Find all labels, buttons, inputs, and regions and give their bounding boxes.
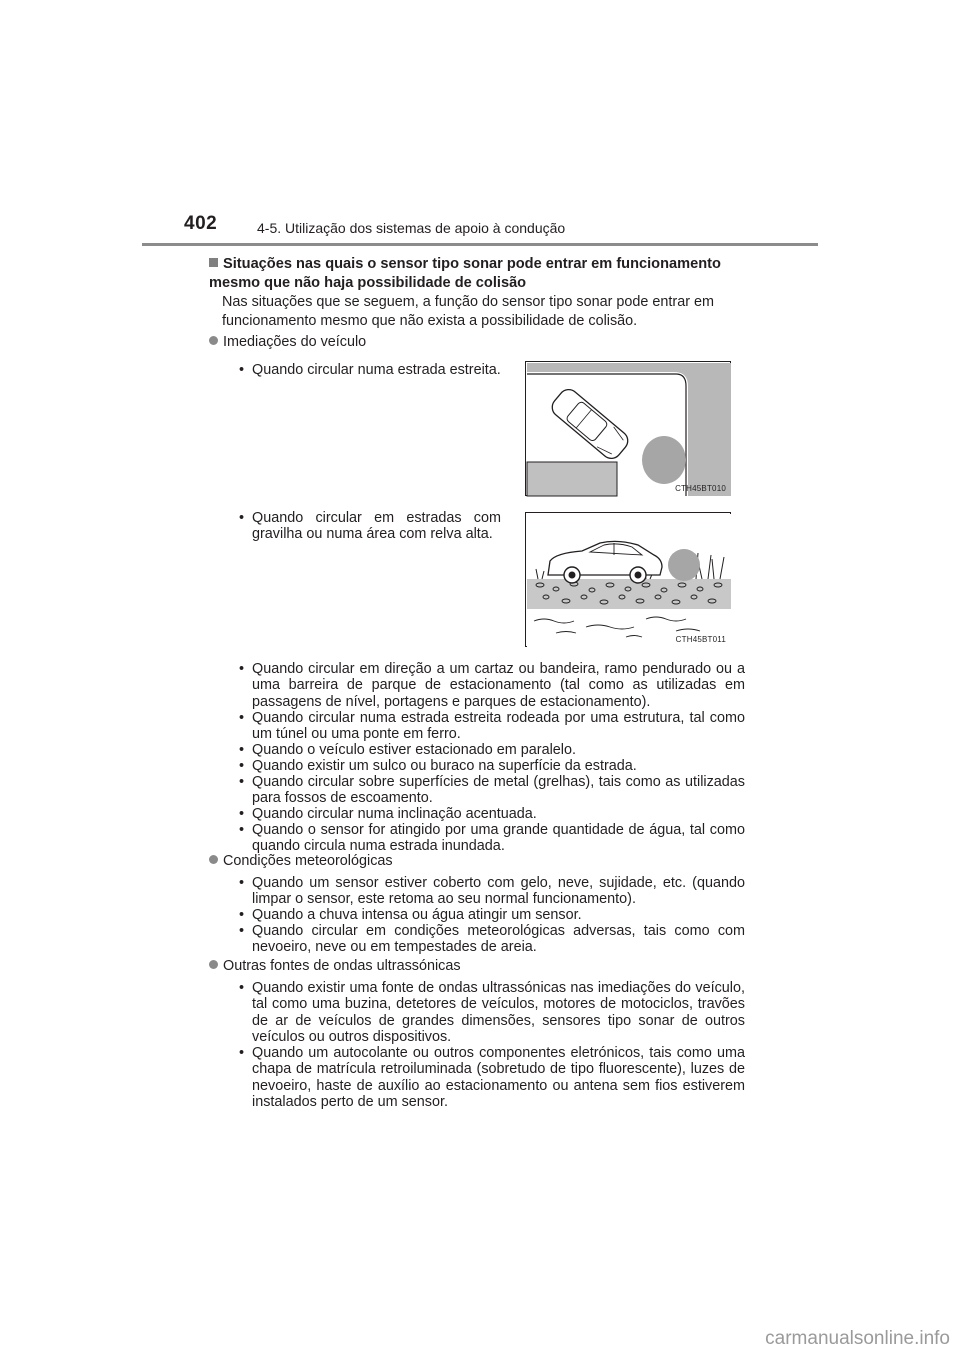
section-heading bbox=[209, 255, 749, 293]
list-item: • Quando existir uma fonte de ondas ultrassónicas nas imediações do veículo, tal como uma buzina, detetores de veículos, motores de motociclos, travões de ar de veículos de grandes dimensões, sensores tipo sonar de outros veículos ou outros dispositivos. bbox=[236, 980, 745, 1045]
category-heading bbox=[209, 852, 393, 871]
header-rule bbox=[142, 243, 818, 246]
round-bullet-icon bbox=[209, 855, 218, 864]
list-item: • Quando existir um sulco ou buraco na superfície da estrada. bbox=[236, 758, 745, 774]
category-title: Condições meteorológicas bbox=[223, 853, 393, 869]
list-item: • Quando a chuva intensa ou água atingir um sensor. bbox=[236, 907, 745, 923]
list-item: • Quando circular numa inclinação acentuada. bbox=[236, 806, 745, 822]
narrow-road-illustration bbox=[526, 362, 732, 497]
category-heading bbox=[209, 333, 366, 352]
list-item: • Quando um autocolante ou outros componentes eletrónicos, tais como uma chapa de matrícula retroiluminada (sobretudo de tipo fluorescente), luzes de nevoeiro, haste de auxílio ao estacionamento ou antena sem fios estiverem instalados perto de um sensor. bbox=[236, 1045, 745, 1110]
square-bullet-icon bbox=[209, 258, 218, 267]
category-heading bbox=[209, 957, 461, 976]
section-heading-text: Situações nas quais o sensor tipo sonar pode entrar em funcionamento mesmo que não haja possibilidade de colisão bbox=[209, 256, 721, 291]
figure-narrow-road bbox=[525, 361, 731, 496]
category-title: Outras fontes de ondas ultrassónicas bbox=[223, 958, 461, 974]
list-item: • Quando circular em estradas com gravilha ou numa área com relva alta. bbox=[236, 510, 501, 543]
figure-gravel-road bbox=[525, 512, 731, 647]
list-item: • Quando o veículo estiver estacionado em paralelo. bbox=[236, 742, 745, 758]
list-item: • Quando circular numa estrada estreita rodeada por uma estrutura, tal como um túnel ou uma ponte em ferro. bbox=[236, 710, 745, 743]
list-item: • Quando circular em condições meteorológicas adversas, tais como com nevoeiro, neve ou em tempestades de areia. bbox=[236, 923, 745, 956]
category-title: Imediações do veículo bbox=[223, 334, 367, 350]
watermark: carmanualsonline.info bbox=[765, 1328, 950, 1349]
list-item: • Quando um sensor estiver coberto com gelo, neve, sujidade, etc. (quando limpar o sensor, este retoma ao seu normal funcionamento). bbox=[236, 875, 745, 908]
list-item: • Quando circular em direção a um cartaz ou bandeira, ramo pendurado ou a uma barreira de parque de estacionamento (tal como as utilizadas em passagens de nível, portagens e parques de estacionamento). bbox=[236, 661, 745, 710]
list-item: • Quando o sensor for atingido por uma grande quantidade de água, tal como quando circula numa estrada inundada. bbox=[236, 822, 745, 855]
chapter-title: 4-5. Utilização dos sistemas de apoio à condução bbox=[257, 220, 566, 236]
round-bullet-icon bbox=[209, 336, 218, 345]
figure-code: CTH45BT010 bbox=[675, 484, 726, 493]
list-item: • Quando circular sobre superfícies de metal (grelhas), tais como as utilizadas para fossos de escoamento. bbox=[236, 774, 745, 807]
page-number: 402 bbox=[184, 213, 218, 234]
figure-code: CTH45BT011 bbox=[675, 635, 726, 644]
list-item: • Quando circular numa estrada estreita. bbox=[236, 362, 501, 378]
section-intro: Nas situações que se seguem, a função do sensor tipo sonar pode entrar em funcionamento mesmo que não exista a possibilidade de colisão. bbox=[222, 294, 714, 329]
gravel-road-illustration bbox=[526, 513, 732, 648]
round-bullet-icon bbox=[209, 960, 218, 969]
